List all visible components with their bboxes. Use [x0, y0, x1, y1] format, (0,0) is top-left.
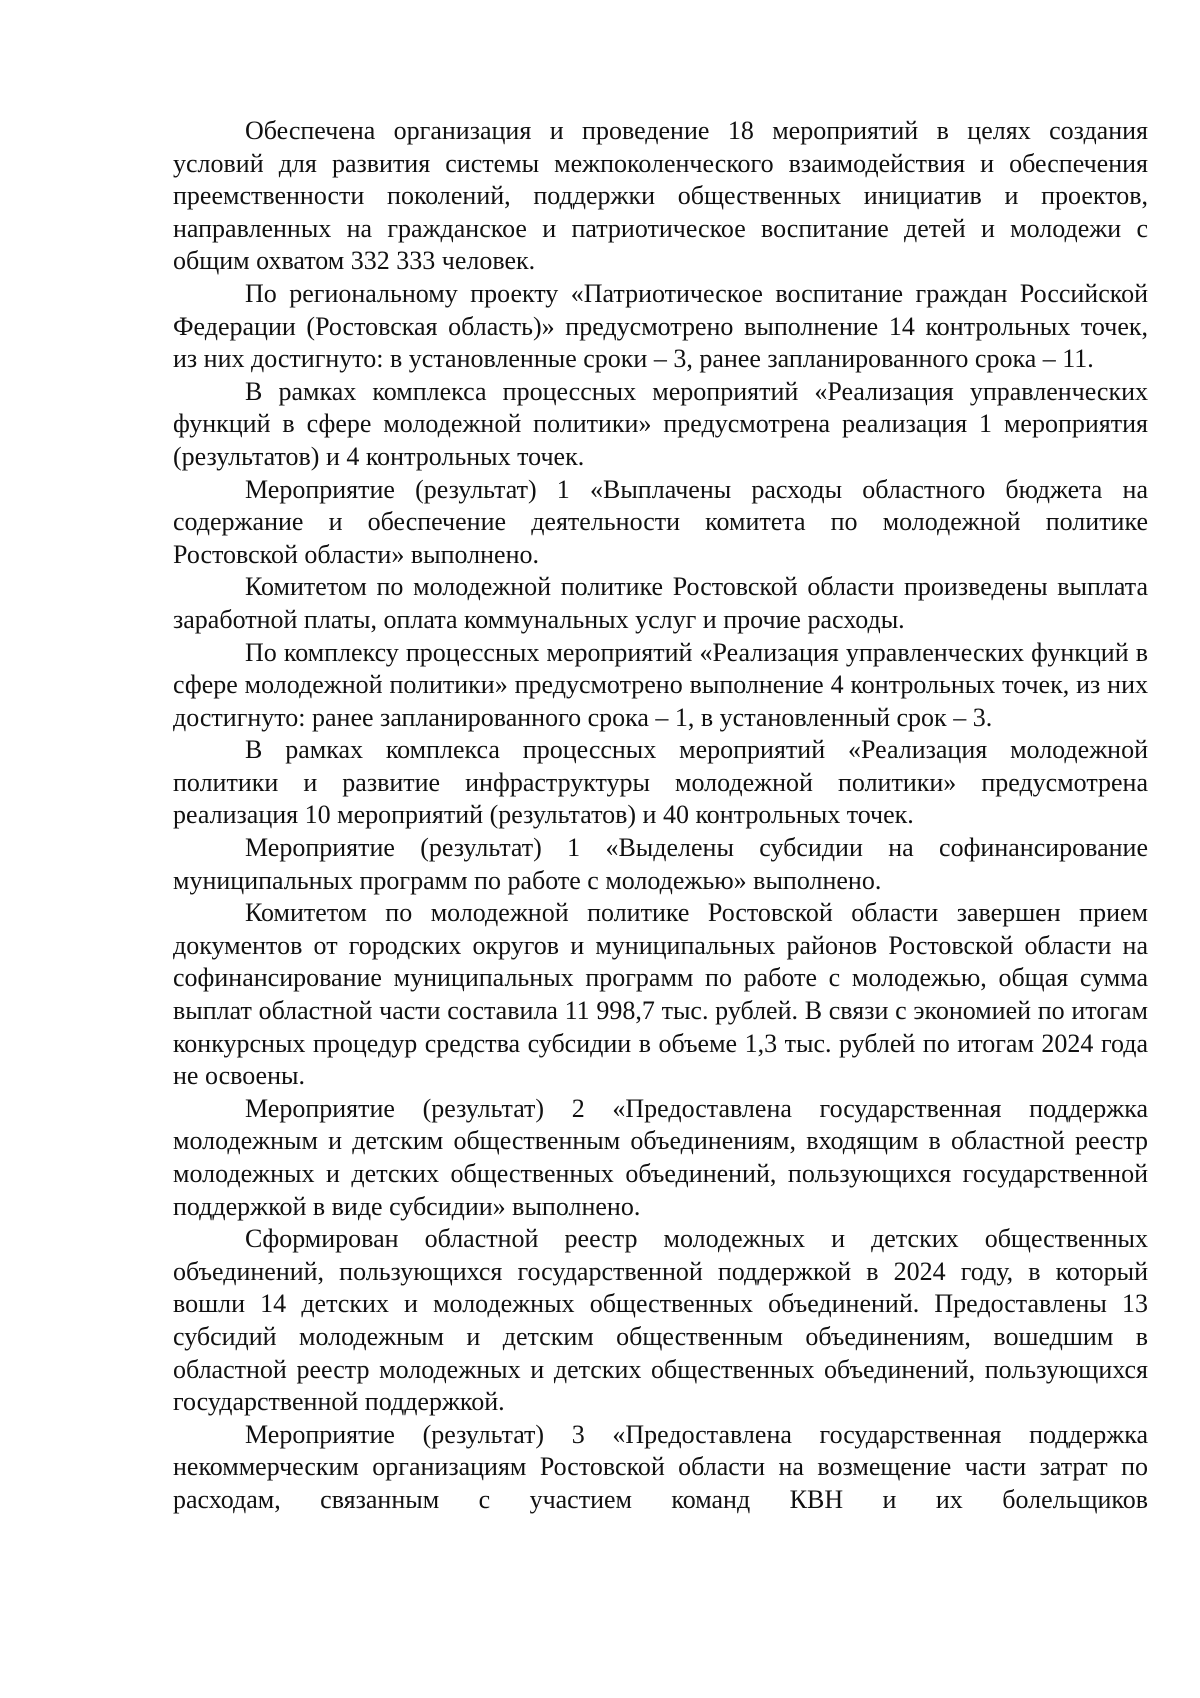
paragraph-management-checkpoints: По комплексу процессных мероприятий «Реализация управленческих функций в сфере молодежной политики» предусмотрено выполнение 4 контрольных точек, из них достигнуто: ранее запланированного срока – 1, в установленный срок – 3.: [173, 637, 1148, 732]
paragraph-result-2-support: Мероприятие (результат) 2 «Предоставлена государственная поддержка молодежным и детским общественным объединениям, входящим в областной реестр молодежных и детских общественных объединений, пользующихся государственной поддержкой в виде субсидии» выполнено.: [173, 1093, 1148, 1221]
paragraph-management-complex: В рамках комплекса процессных мероприятий «Реализация управленческих функций в сфере молодежной политики» предусмотрена реализация 1 мероприятия (результатов) и 4 контрольных точек.: [173, 376, 1148, 471]
paragraph-youth-policy-complex: В рамках комплекса процессных мероприятий «Реализация молодежной политики и развитие инфраструктуры молодежной политики» предусмотрена реализация 10 мероприятий (результатов) и 40 контрольных точек.: [173, 735, 1148, 830]
paragraph-events-organization: Обеспечена организация и проведение 18 мероприятий в целях создания условий для развития системы межпоколенческого взаимодействия и обеспечения преемственности поколений, поддержки общественных инициатив и проектов, направленных на гражданское и патриотическое воспитание детей и молодежи с общим охватом 332 333 человек.: [173, 116, 1148, 276]
document-body: [173, 115, 1148, 1517]
paragraph-result-3-kvn: Мероприятие (результат) 3 «Предоставлена государственная поддержка некоммерческим организациям Ростовской области на возмещение части затрат по расходам, связанным с участием команд КВН и их болельщиков: [173, 1419, 1148, 1514]
paragraph-regional-project: По региональному проекту «Патриотическое воспитание граждан Российской Федерации (Ростовская область)» предусмотрено выполнение 14 контрольных точек, из них достигнуто: в установленные сроки – 3, ранее запланированного срока – 11.: [173, 278, 1148, 374]
paragraph-subsidy-documents: Комитетом по молодежной политике Ростовской области завершен прием документов от городских округов и муниципальных районов Ростовской области на софинансирование муниципальных программ по работе с молодежью, общая сумма выплат областной части составила 11 998,7 тыс. рублей. В связи с экономией по итогам конкурсных процедур средства субсидии в объеме 1,3 тыс. рублей по итогам 2024 года не освоены.: [173, 898, 1148, 1091]
paragraph-result-1-budget: Мероприятие (результат) 1 «Выплачены расходы областного бюджета на содержание и обеспечение деятельности комитета по молодежной политике Ростовской области» выполнено.: [173, 474, 1148, 569]
paragraph-committee-expenses: Комитетом по молодежной политике Ростовской области произведены выплата заработной платы, оплата коммунальных услуг и прочие расходы.: [173, 572, 1148, 634]
paragraph-result-1-subsidies: Мероприятие (результат) 1 «Выделены субсидии на софинансирование муниципальных программ по работе с молодежью» выполнено.: [173, 833, 1148, 895]
paragraph-registry-formed: Сформирован областной реестр молодежных и детских общественных объединений, пользующихся государственной поддержкой в 2024 году, в который вошли 14 детских и молодежных общественных объединений. Предоставлены 13 субсидий молодежным и детским общественным объединениям, вошедшим в областной реестр молодежных и детских общественных объединений, пользующихся государственной поддержкой.: [173, 1224, 1148, 1417]
